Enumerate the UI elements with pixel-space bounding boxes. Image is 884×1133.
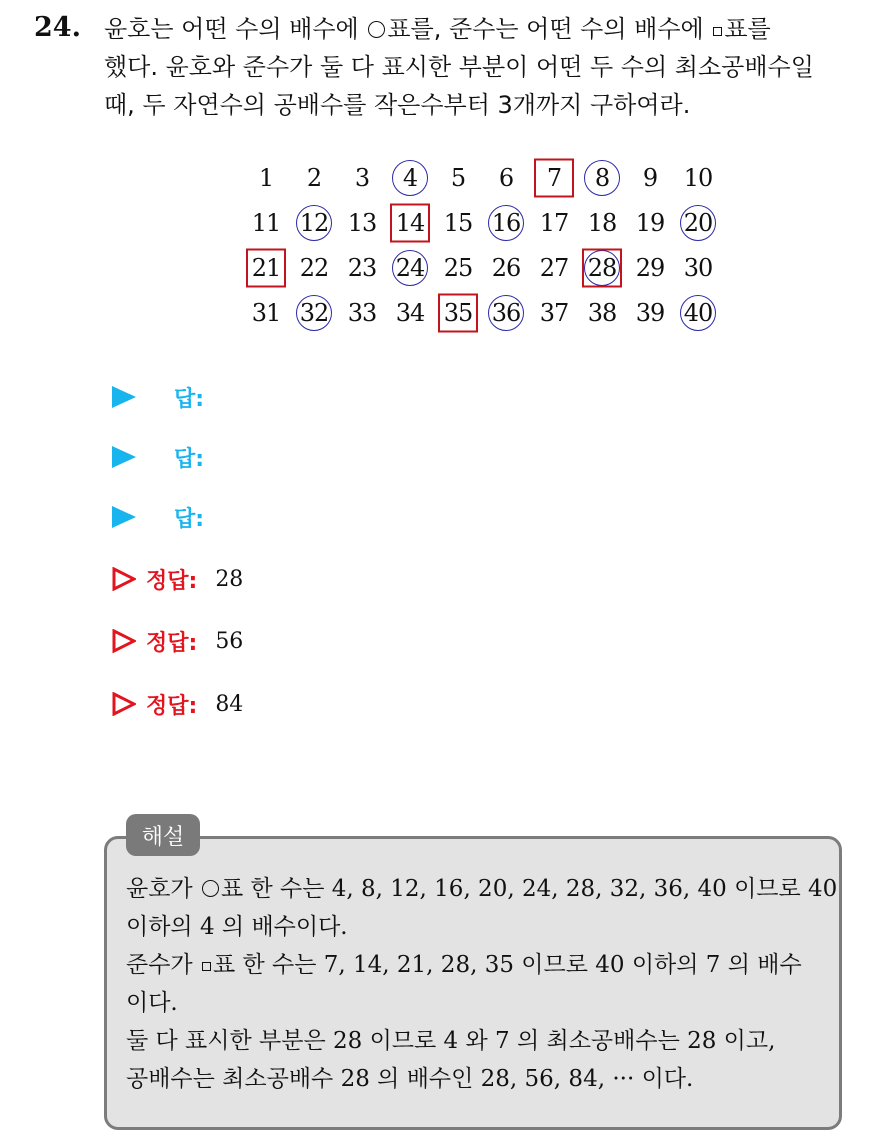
grid-number: 12 — [299, 208, 329, 237]
grid-row — [242, 290, 722, 335]
solution-value: 28 — [215, 566, 244, 592]
grid-cell-40 — [674, 290, 722, 335]
circle-symbol-icon — [202, 880, 219, 897]
grid-number: 23 — [347, 253, 377, 282]
explanation-line-1 — [126, 870, 836, 908]
question-line-1c: 표를 — [724, 15, 771, 43]
grid-cell-7 — [530, 155, 578, 200]
grid-number: 8 — [594, 163, 610, 192]
grid-number: 32 — [299, 298, 329, 327]
solution-label: 정답: — [146, 568, 198, 594]
grid-number: 33 — [347, 298, 377, 327]
grid-cell-23 — [338, 245, 386, 290]
answer-line-1 — [112, 380, 204, 414]
grid-number: 16 — [491, 208, 521, 237]
grid-number: 20 — [683, 208, 713, 237]
grid-row — [242, 245, 722, 290]
grid-number: 11 — [251, 208, 281, 237]
outline-triangle-icon — [112, 692, 136, 716]
grid-cell-32 — [290, 290, 338, 335]
grid-number: 10 — [683, 163, 713, 192]
grid-number: 15 — [443, 208, 473, 237]
grid-number: 38 — [587, 298, 617, 327]
grid-cell-27 — [530, 245, 578, 290]
grid-cell-28 — [578, 245, 626, 290]
grid-number: 28 — [587, 253, 617, 282]
answer-label: 답: — [174, 386, 205, 412]
grid-number: 3 — [354, 163, 370, 192]
grid-cell-14 — [386, 200, 434, 245]
grid-cell-35 — [434, 290, 482, 335]
explanation-line-3 — [126, 946, 836, 984]
grid-cell-33 — [338, 290, 386, 335]
grid-cell-15 — [434, 200, 482, 245]
grid-cell-37 — [530, 290, 578, 335]
grid-row — [242, 155, 722, 200]
play-arrow-icon — [112, 446, 136, 468]
question-line-3: 때, 두 자연수의 공배수를 작은수부터 3개까지 구하여라. — [104, 91, 691, 119]
grid-cell-34 — [386, 290, 434, 335]
question-line-1 — [104, 10, 864, 48]
grid-number: 29 — [635, 253, 665, 282]
grid-number: 19 — [635, 208, 665, 237]
explanation-line-1a: 윤호가 — [126, 876, 200, 902]
solution-label: 정답: — [146, 693, 198, 719]
grid-cell-21 — [242, 245, 290, 290]
explanation-text — [126, 870, 836, 1098]
grid-number: 31 — [251, 298, 281, 327]
grid-cell-9 — [626, 155, 674, 200]
grid-cell-2 — [290, 155, 338, 200]
grid-number: 36 — [491, 298, 521, 327]
grid-number: 39 — [635, 298, 665, 327]
grid-number: 7 — [546, 163, 562, 192]
explanation-tag: 해설 — [126, 814, 200, 856]
grid-number: 17 — [539, 208, 569, 237]
play-arrow-icon — [112, 386, 136, 408]
grid-cell-38 — [578, 290, 626, 335]
answer-label: 답: — [174, 446, 205, 472]
question-line-2: 했다. 윤호와 준수가 둘 다 표시한 부분이 어떤 두 수의 최소공배수일 — [104, 53, 814, 81]
grid-cell-1 — [242, 155, 290, 200]
grid-cell-31 — [242, 290, 290, 335]
solution-label: 정답: — [146, 630, 198, 656]
grid-cell-13 — [338, 200, 386, 245]
grid-cell-17 — [530, 200, 578, 245]
explanation-line-5: 둘 다 표시한 부분은 28 이므로 4 와 7 의 최소공배수는 28 이고, — [126, 1028, 776, 1054]
grid-cell-18 — [578, 200, 626, 245]
answer-line-2 — [112, 440, 204, 474]
explanation-line-3b: 표 한 수는 7, 14, 21, 28, 35 이므로 40 이하의 7 의 배수 — [212, 952, 802, 978]
grid-number: 26 — [491, 253, 521, 282]
outline-triangle-icon — [112, 629, 136, 653]
grid-cell-30 — [674, 245, 722, 290]
grid-number: 40 — [683, 298, 713, 327]
grid-number: 34 — [395, 298, 425, 327]
solution-line-3 — [112, 687, 243, 721]
number-grid — [242, 155, 722, 335]
grid-cell-29 — [626, 245, 674, 290]
grid-cell-39 — [626, 290, 674, 335]
grid-cell-26 — [482, 245, 530, 290]
grid-number: 21 — [251, 253, 281, 282]
question-text — [104, 10, 864, 124]
grid-cell-22 — [290, 245, 338, 290]
grid-number: 5 — [450, 163, 466, 192]
grid-number: 4 — [402, 163, 418, 192]
explanation-line-6: 공배수는 최소공배수 28 의 배수인 28, 56, 84, ··· 이다. — [126, 1066, 694, 1092]
grid-number: 18 — [587, 208, 617, 237]
grid-cell-3 — [338, 155, 386, 200]
grid-number: 1 — [258, 163, 274, 192]
circle-symbol-icon — [368, 21, 385, 38]
grid-number: 2 — [306, 163, 322, 192]
grid-cell-25 — [434, 245, 482, 290]
grid-number: 27 — [539, 253, 569, 282]
square-symbol-icon — [713, 27, 722, 36]
square-symbol-icon — [202, 962, 211, 971]
solution-line-2 — [112, 624, 243, 658]
grid-number: 14 — [395, 208, 425, 237]
grid-cell-8 — [578, 155, 626, 200]
grid-number: 13 — [347, 208, 377, 237]
grid-number: 25 — [443, 253, 473, 282]
explanation-line-3a: 준수가 — [126, 952, 200, 978]
grid-cell-12 — [290, 200, 338, 245]
grid-cell-11 — [242, 200, 290, 245]
grid-number: 9 — [642, 163, 658, 192]
grid-cell-36 — [482, 290, 530, 335]
explanation-line-2: 이하의 4 의 배수이다. — [126, 914, 348, 940]
solution-value: 84 — [215, 691, 244, 717]
grid-cell-16 — [482, 200, 530, 245]
question-line-1a: 윤호는 어떤 수의 배수에 — [104, 15, 367, 43]
answer-line-3 — [112, 500, 204, 534]
solution-line-1 — [112, 562, 243, 596]
play-arrow-icon — [112, 506, 136, 528]
explanation-line-1b: 표 한 수는 4, 8, 12, 16, 20, 24, 28, 32, 36, 40 이므로 40 — [220, 876, 838, 902]
grid-cell-5 — [434, 155, 482, 200]
solution-value: 56 — [215, 628, 244, 654]
grid-cell-4 — [386, 155, 434, 200]
grid-number: 30 — [683, 253, 713, 282]
outline-triangle-icon — [112, 567, 136, 591]
grid-cell-24 — [386, 245, 434, 290]
grid-number: 6 — [498, 163, 514, 192]
grid-row — [242, 200, 722, 245]
grid-number: 24 — [395, 253, 425, 282]
question-line-1b: 표를, 준수는 어떤 수의 배수에 — [387, 15, 712, 43]
grid-cell-6 — [482, 155, 530, 200]
answer-label: 답: — [174, 506, 205, 532]
grid-number: 22 — [299, 253, 329, 282]
grid-cell-10 — [674, 155, 722, 200]
grid-number: 37 — [539, 298, 569, 327]
grid-number: 35 — [443, 298, 473, 327]
grid-cell-20 — [674, 200, 722, 245]
grid-cell-19 — [626, 200, 674, 245]
explanation-line-4: 이다. — [126, 990, 178, 1016]
question-number: 24. — [34, 12, 81, 43]
